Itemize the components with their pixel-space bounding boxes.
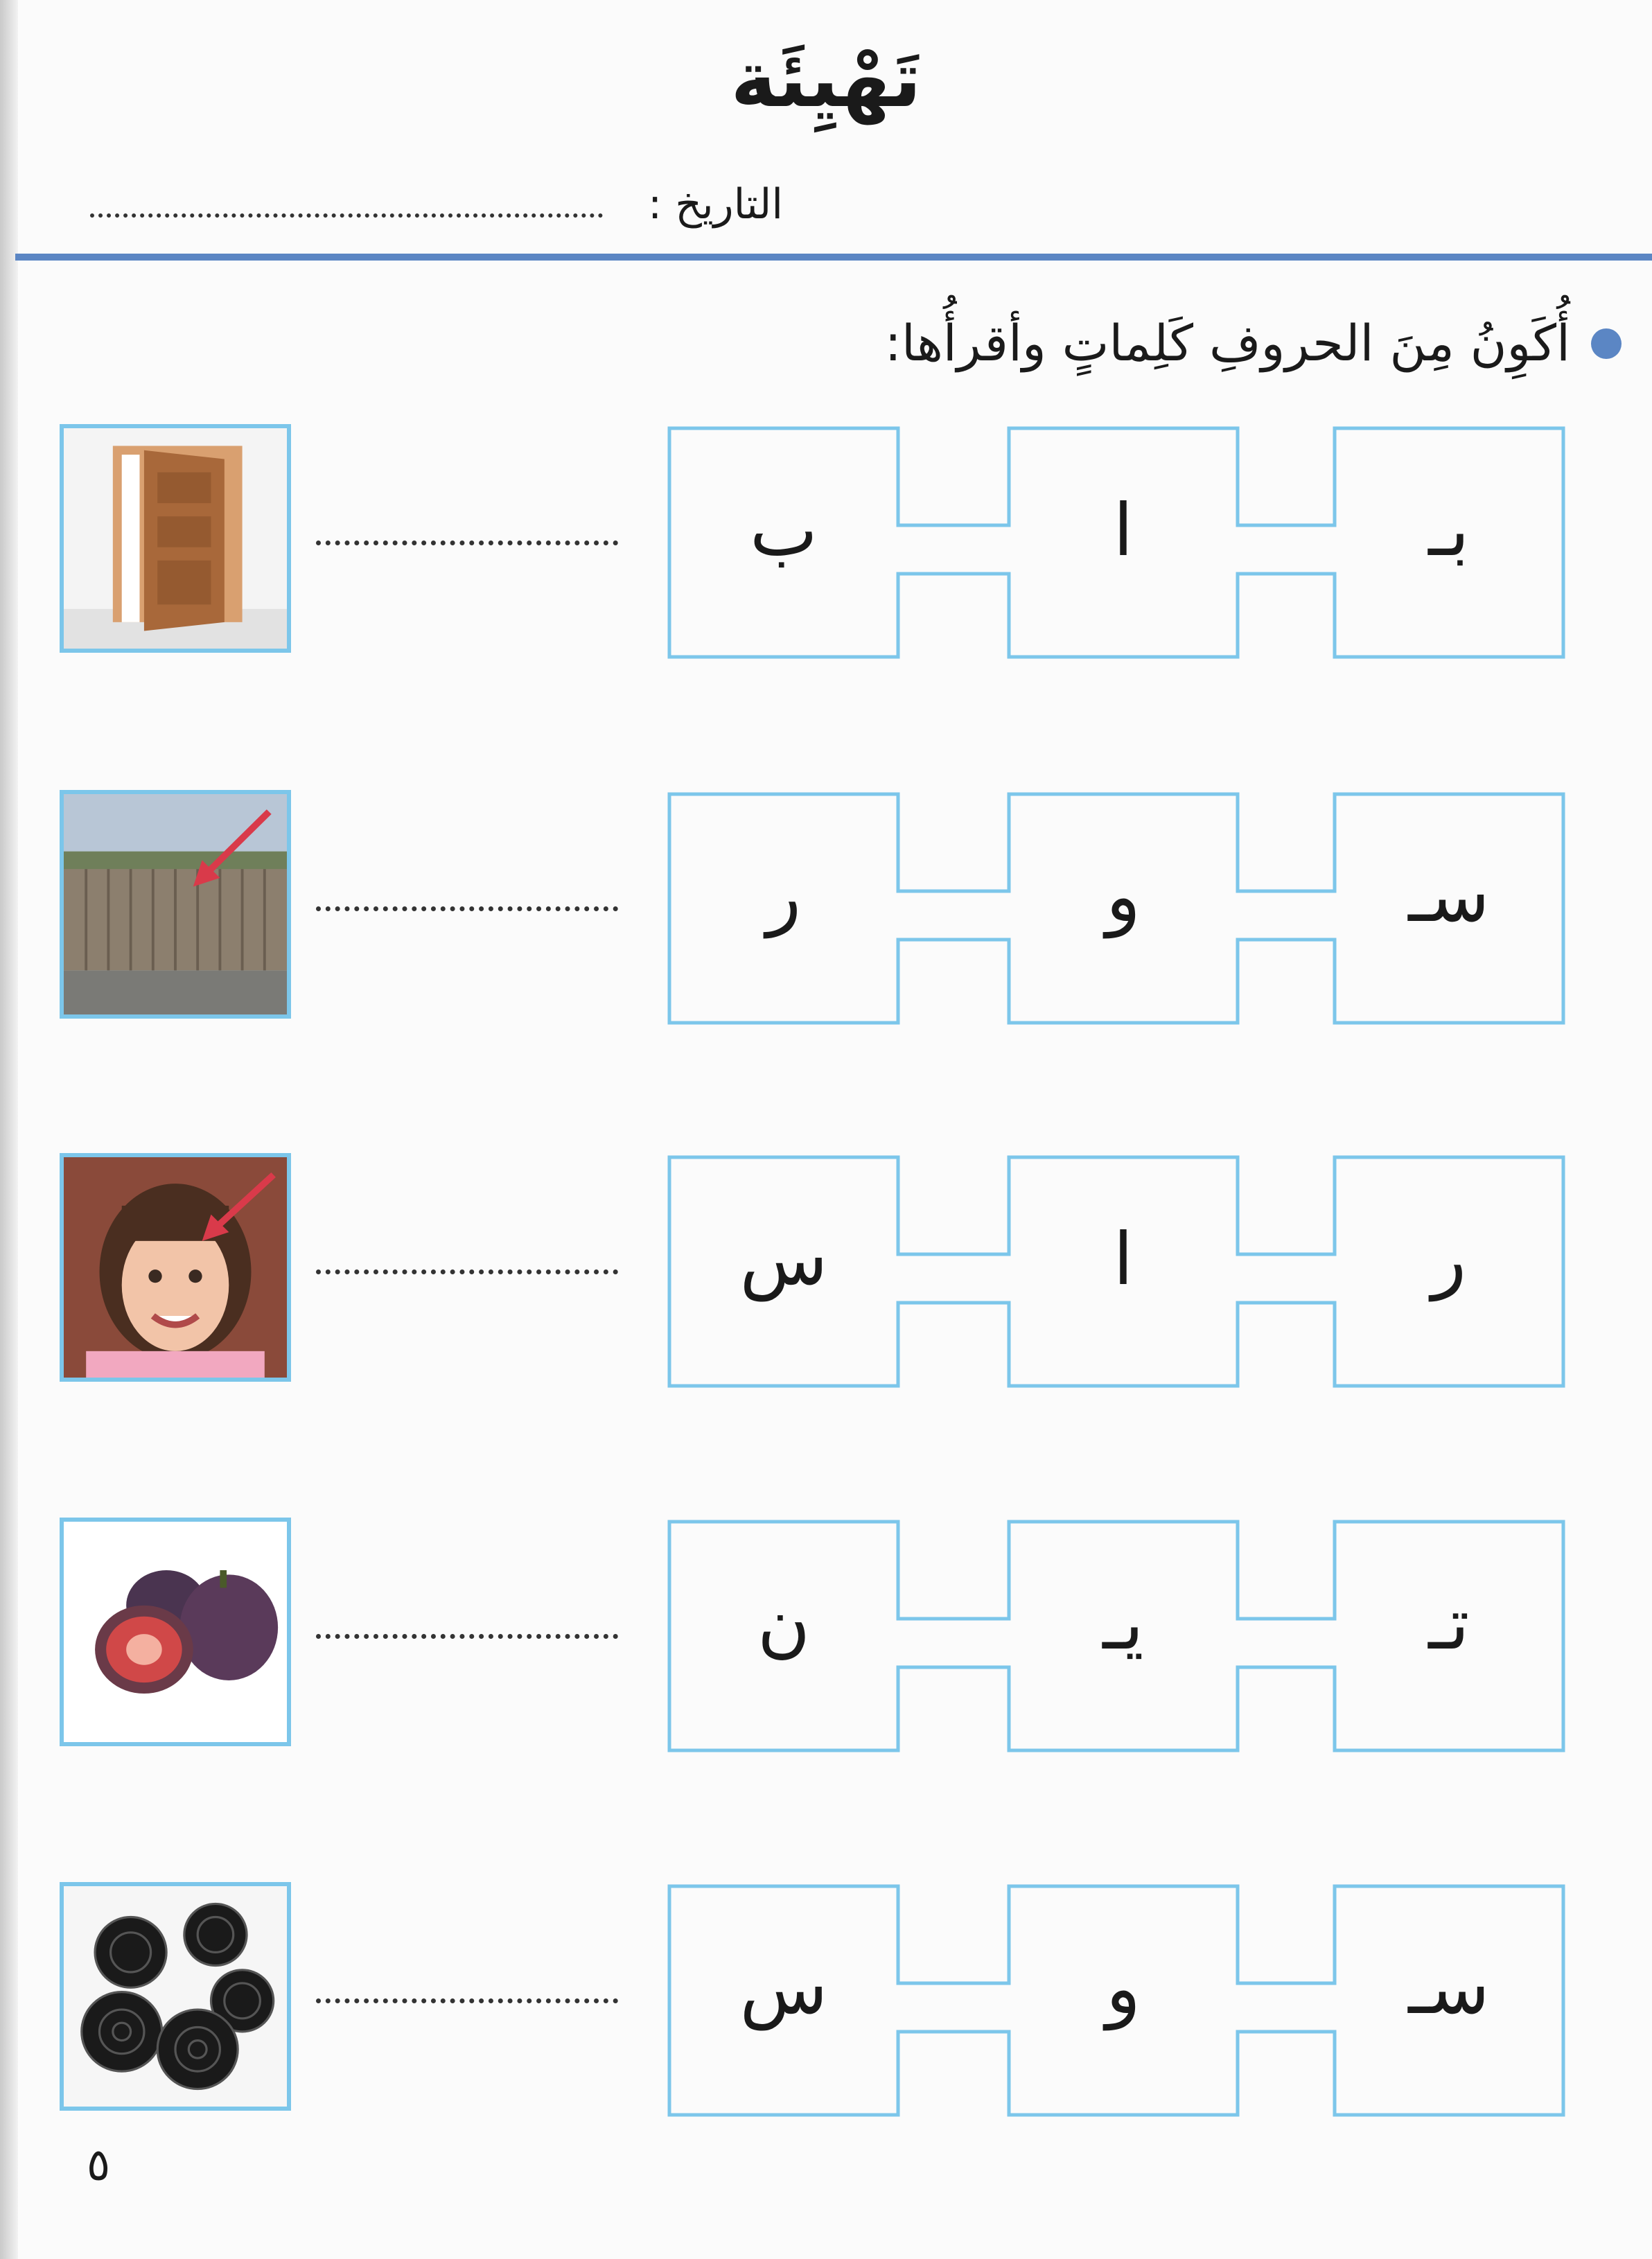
exercise-row (0, 1518, 1652, 1753)
letter-tile-2: ا (1113, 1217, 1134, 1301)
answer-dotted-line[interactable] (316, 906, 618, 911)
licorice-photo (60, 1882, 291, 2111)
figs-icon (64, 1522, 287, 1742)
letter-tile-1: سـ (1408, 854, 1490, 938)
letter-tile-1: ر (1431, 1217, 1467, 1301)
letter-tile-3: ر (766, 854, 802, 938)
letter-tile-1: بـ (1428, 488, 1470, 572)
licorice-icon (64, 1886, 287, 2107)
letter-chain (665, 1882, 1573, 2118)
letter-tile-1: سـ (1408, 1946, 1490, 2030)
bullet-icon (1591, 328, 1622, 359)
door-photo (60, 424, 291, 653)
answer-dotted-line[interactable] (316, 1269, 618, 1274)
door-icon (64, 428, 287, 649)
girl-icon (64, 1157, 287, 1378)
girl-hair-photo (60, 1153, 291, 1382)
letter-tile-3: س (739, 1946, 828, 2030)
fence-icon (64, 794, 287, 1014)
exercise-row (0, 424, 1652, 660)
header-rule (15, 254, 1652, 261)
page-title: تَهْيِئَة (730, 35, 922, 125)
answer-dotted-line[interactable] (316, 1634, 618, 1639)
letter-tile-3: ن (757, 1581, 811, 1666)
letter-chain (665, 424, 1573, 660)
exercise-row (0, 1153, 1652, 1389)
letter-chain (665, 1518, 1573, 1753)
letter-tile-1: تـ (1428, 1581, 1470, 1666)
answer-dotted-line[interactable] (316, 1998, 618, 2003)
exercise-instruction: أُكَوِنُ مِنَ الحروفِ كَلِماتٍ وأقرأُها: (884, 314, 1570, 372)
letter-tile-2: و (1105, 854, 1141, 938)
figs-photo (60, 1518, 291, 1746)
page-number: ٥ (86, 2140, 111, 2191)
letter-tile-3: ب (750, 488, 818, 572)
letter-tile-2: يـ (1102, 1581, 1144, 1666)
letter-tile-3: س (739, 1217, 828, 1301)
letter-tile-2: ا (1113, 488, 1134, 572)
letter-chain (665, 1153, 1573, 1389)
exercise-row (0, 790, 1652, 1026)
exercise-row (0, 1882, 1652, 2118)
letter-tile-2: و (1105, 1946, 1141, 2030)
date-dotted-line[interactable] (90, 213, 603, 218)
date-field[interactable] (90, 166, 783, 243)
fence-photo (60, 790, 291, 1019)
date-label: التاريخ : (647, 180, 783, 229)
answer-dotted-line[interactable] (316, 540, 618, 545)
letter-chain (665, 790, 1573, 1026)
